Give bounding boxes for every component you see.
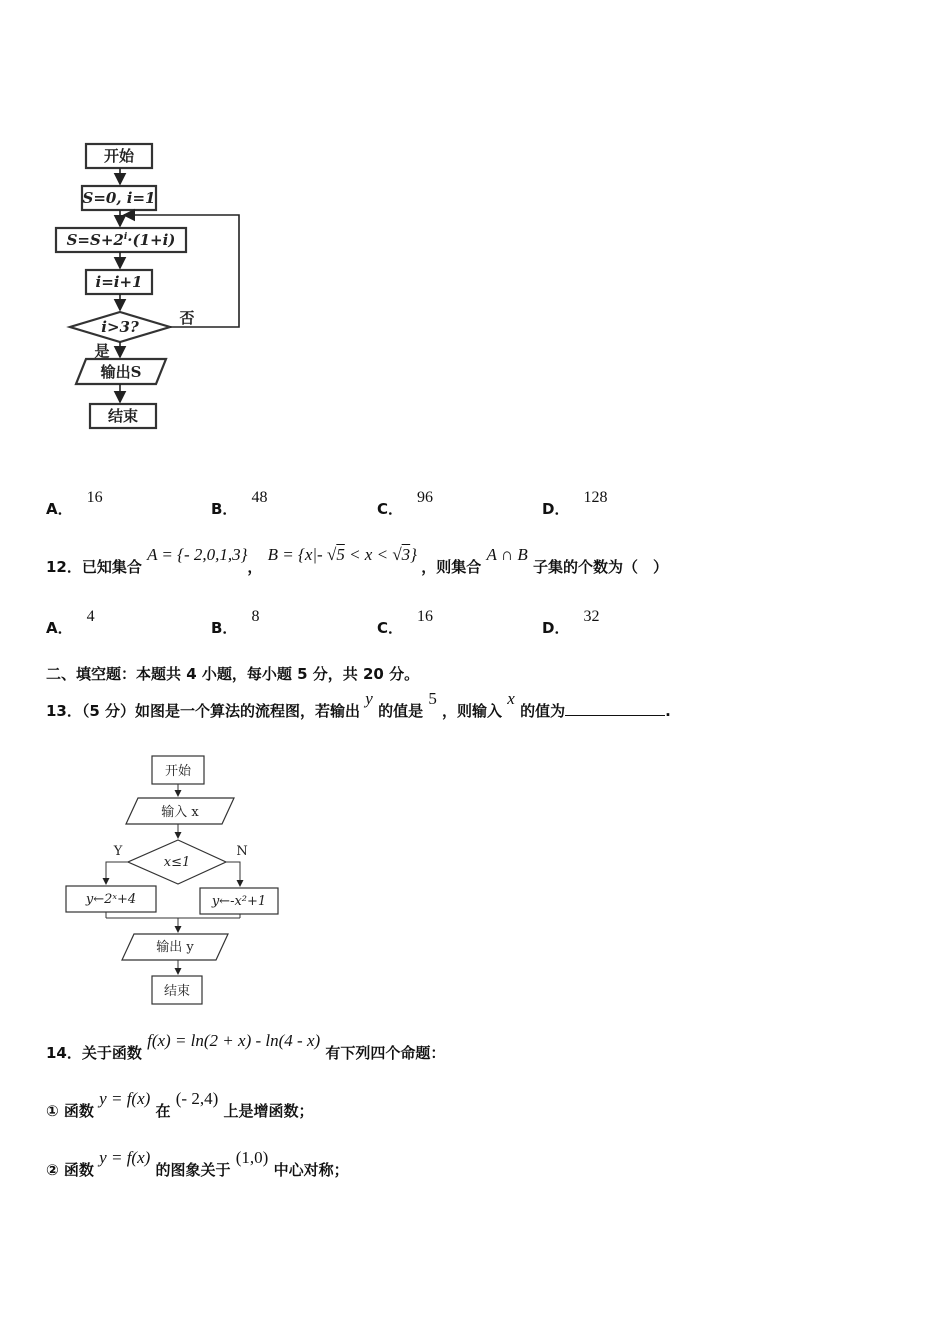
- q12-option-d[interactable]: D．32: [542, 608, 600, 637]
- answer-blank[interactable]: [565, 701, 665, 716]
- flow2-yes-label: Y: [113, 844, 123, 859]
- flow1-condition: i>3?: [101, 318, 139, 336]
- flow1-output: 输出S: [100, 363, 142, 381]
- flow2-start: 开始: [164, 764, 192, 779]
- flow1-update: $S=S+2^i\cdot(1+i)$: [66, 231, 176, 249]
- q11-option-d[interactable]: D．128: [542, 489, 608, 518]
- set-b: B = {x|- √5 < x < √3}: [267, 545, 417, 564]
- intersection-expr: A ∩ B: [486, 545, 528, 564]
- flow2-condition: x≤1: [163, 855, 191, 870]
- flow1-yes-label: 是: [94, 342, 110, 360]
- question-12: 12．已知集合 A = {- 2,0,1,3}， B = {x|- √5 < x < √3} ，则集合 A ∩ B 子集的个数为（ ）: [46, 545, 668, 576]
- proposition-1: ① 函数 y = f(x) 在 (- 2,4) 上是增函数；: [46, 1089, 314, 1120]
- flow1-init: S=0, i=1: [82, 189, 156, 207]
- proposition-2: ② 函数 y = f(x) 的图象关于 (1,0) 中心对称；: [46, 1148, 349, 1179]
- flow2-right-assign: y←-x²+1: [211, 894, 267, 909]
- flow1-end: 结束: [107, 407, 139, 425]
- flow2-left-assign: y←2ˣ+4: [85, 892, 137, 907]
- flow1-start: 开始: [103, 147, 135, 165]
- flow2-output: 输出 y: [156, 940, 194, 955]
- question-14: 14．关于函数 f(x) = ln(2 + x) - ln(4 - x) 有下列四个命题：: [46, 1031, 446, 1062]
- q12-option-b[interactable]: B．8: [211, 608, 260, 637]
- q11-option-c[interactable]: C．96: [377, 489, 434, 518]
- q12-option-c[interactable]: C．16: [377, 608, 434, 637]
- flow1-increment: i=i+1: [95, 273, 143, 291]
- q12-option-a[interactable]: A．4: [46, 608, 95, 637]
- flow2-no-label: N: [236, 844, 248, 859]
- flowchart-2: [60, 752, 290, 1010]
- q11-option-a[interactable]: A．16: [46, 489, 103, 518]
- set-a: A = {- 2,0,1,3}: [147, 545, 248, 564]
- flow2-end: 结束: [163, 984, 191, 999]
- q11-option-b[interactable]: B．48: [211, 489, 268, 518]
- function-def: f(x) = ln(2 + x) - ln(4 - x): [147, 1031, 321, 1050]
- section-2-heading: 二、填空题：本题共 4 小题，每小题 5 分，共 20 分。: [46, 665, 420, 683]
- flowchart-1: [44, 138, 254, 438]
- question-13: 13．（5 分）如图是一个算法的流程图，若输出 y 的值是 5 ，则输入 x 的值为 .: [46, 689, 671, 720]
- flow2-input: 输入 x: [161, 805, 199, 820]
- flow1-no-label: 否: [179, 309, 195, 327]
